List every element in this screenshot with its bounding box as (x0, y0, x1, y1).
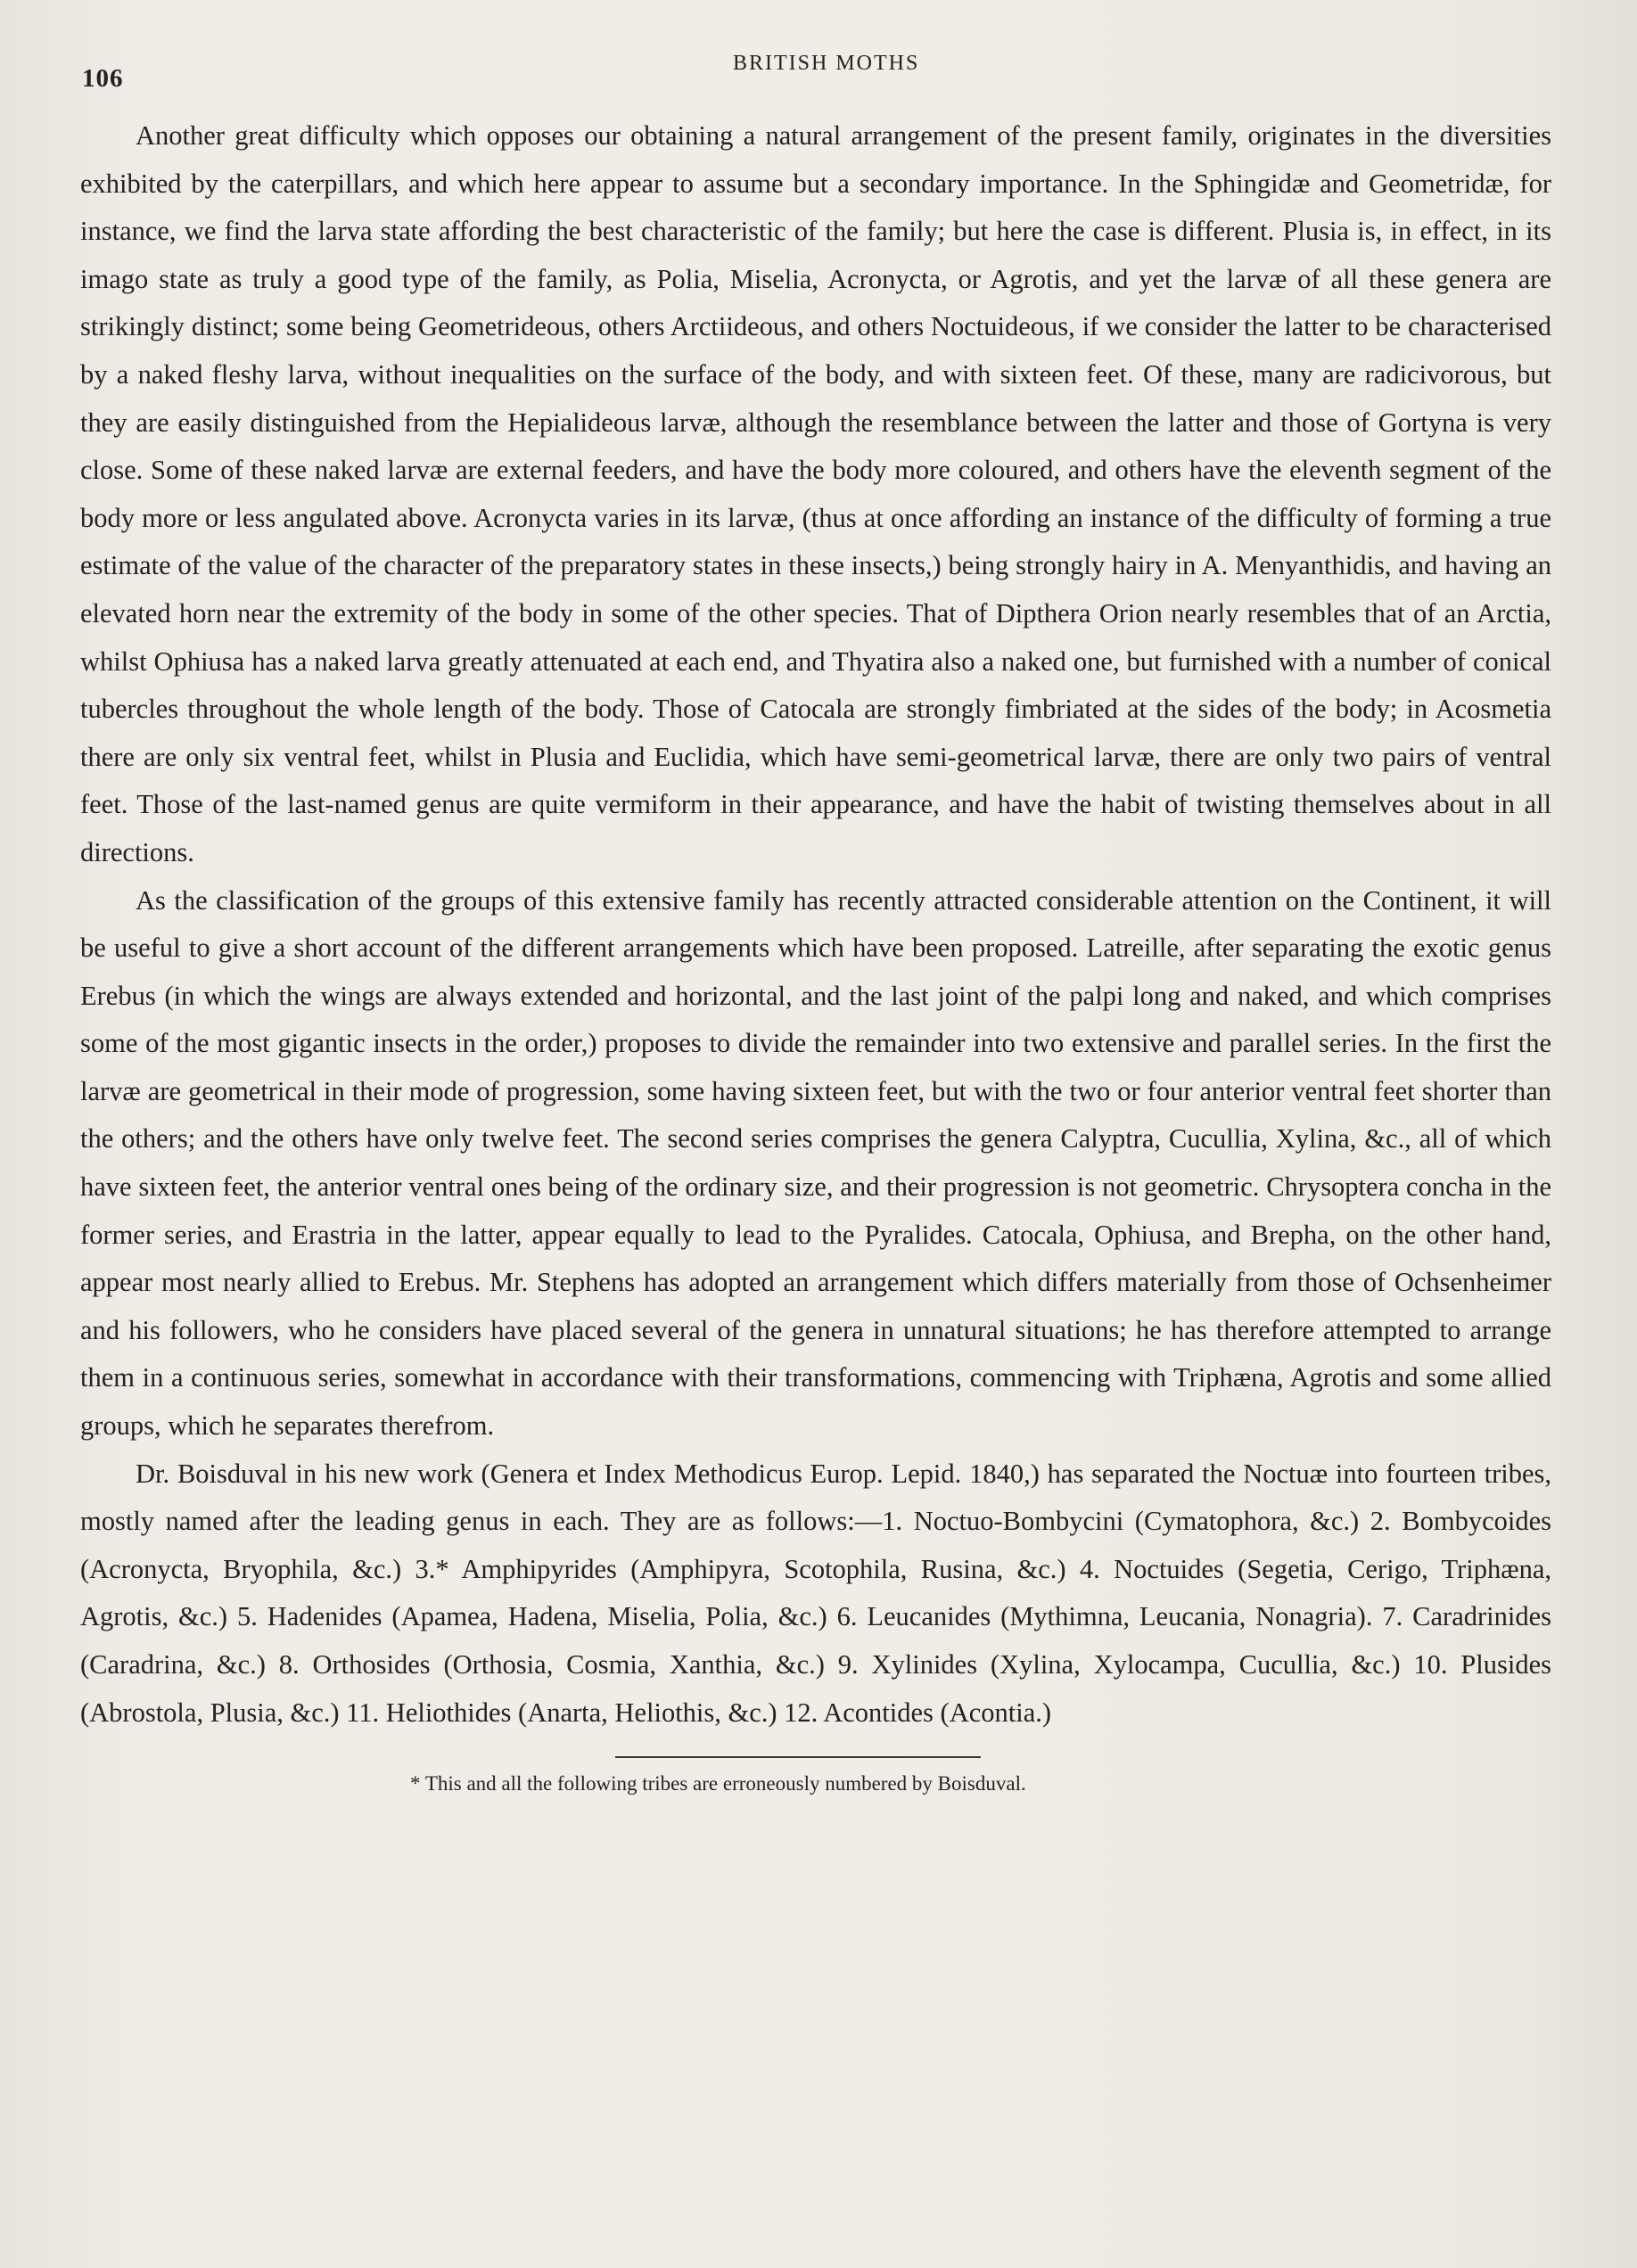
running-title: BRITISH MOTHS (733, 52, 920, 75)
footnote: * This and all the following tribes are erroneously numbered by Boisduval. (410, 1772, 1026, 1795)
body-text (80, 112, 1551, 1737)
page-header (82, 52, 1562, 93)
footnote-divider (615, 1756, 981, 1758)
page-number: 106 (82, 64, 124, 93)
paragraph: As the classification of the groups of this extensive family has recently attracted considerable attention on the Continent, it will be useful to give a short account of the different arrangements which have been proposed. Latreille, after separating the exotic genus Erebus (in which the wings are always extended and horizontal, and the last joint of the palpi long and naked, and which comprises some of the most gigantic insects in the order,) proposes to divide the remainder into two extensive and parallel series. In the first the larvæ are geometrical in their mode of progression, some having sixteen feet, but with the two or four anterior ventral feet shorter than the others; and the others have only twelve feet. The second series comprises the genera Calyptra, Cucullia, Xylina, &c., all of which have sixteen feet, the anterior ventral ones being of the ordinary size, and their progression is not geometric. Chrysoptera concha in the former series, and Erastria in the latter, appear equally to lead to the Pyralides. Catocala, Ophiusa, and Brepha, on the other hand, appear most nearly allied to Erebus. Mr. Stephens has adopted an arrangement which differs materially from those of Ochsenheimer and his followers, who he considers have placed several of the genera in unnatural situations; he has therefore attempted to arrange them in a continuous series, somewhat in accordance with their transformations, commencing with Triphæna, Agrotis and some allied groups, which he separates therefrom. (80, 884, 1551, 1442)
paragraph: Dr. Boisduval in his new work (Genera et Index Methodicus Europ. Lepid. 1840,) has separated the Noctuæ into fourteen tribes, mostly named after the leading genus in each. They are as follows:—1. Noctuo-Bombycini (Cymatophora, &c.) 2. Bombycoides (Acronycta, Bryophila, &c.) 3.* Amphipyrides (Amphipyra, Scotophila, Rusina, &c.) 4. Noctuides (Segetia, Cerigo, Triphæna, Agrotis, &c.) 5. Hadenides (Apamea, Hadena, Miselia, Polia, &c.) 6. Leucanides (Mythimna, Leucania, Nonagria). 7. Caradrinides (Caradrina, &c.) 8. Orthosides (Orthosia, Cosmia, Xanthia, &c.) 9. Xylinides (Xylina, Xylocampa, Cucullia, &c.) 10. Plusides (Abrostola, Plusia, &c.) 11. Heliothides (Anarta, Heliothis, &c.) 12. Acontides (Acontia.) (80, 1458, 1551, 1728)
paragraph: Another great difficulty which opposes our obtaining a natural arrangement of the present family, originates in the diversities exhibited by the caterpillars, and which here appear to assume but a secondary importance. In the Sphingidæ and Geometridæ, for instance, we find the larva state affording the best characteristic of the family; but here the case is different. Plusia is, in effect, in its imago state as truly a good type of the family, as Polia, Miselia, Acronycta, or Agrotis, and yet the larvæ of all these genera are strikingly distinct; some being Geometrideous, others Arctiideous, and others Noctuideous, if we consider the latter to be characterised by a naked fleshy larva, without inequalities on the surface of the body, and with sixteen feet. Of these, many are radicivorous, but they are easily distinguished from the Hepialideous larvæ, although the resemblance between the latter and those of Gortyna is very close. Some of these naked larvæ are external feeders, and have the body more coloured, and others have the eleventh segment of the body more or less angulated above. Acronycta varies in its larvæ, (thus at once affording an instance of the difficulty of forming a true estimate of the value of the character of the preparatory states in these insects,) being strongly hairy in A. Menyanthidis, and having an elevated horn near the extremity of the body in some of the other species. That of Dipthera Orion nearly resembles that of an Arctia, whilst Ophiusa has a naked larva greatly attenuated at each end, and Thyatira also a naked one, but furnished with a number of conical tubercles throughout the whole length of the body. Those of Catocala are strongly fimbriated at the sides of the body; in Acosmetia there are only six ventral feet, whilst in Plusia and Euclidia, which have semi-geometrical larvæ, there are only two pairs of ventral feet. Those of the last-named genus are quite vermiform in their appearance, and have the habit of twisting themselves about in all directions. (80, 120, 1551, 867)
